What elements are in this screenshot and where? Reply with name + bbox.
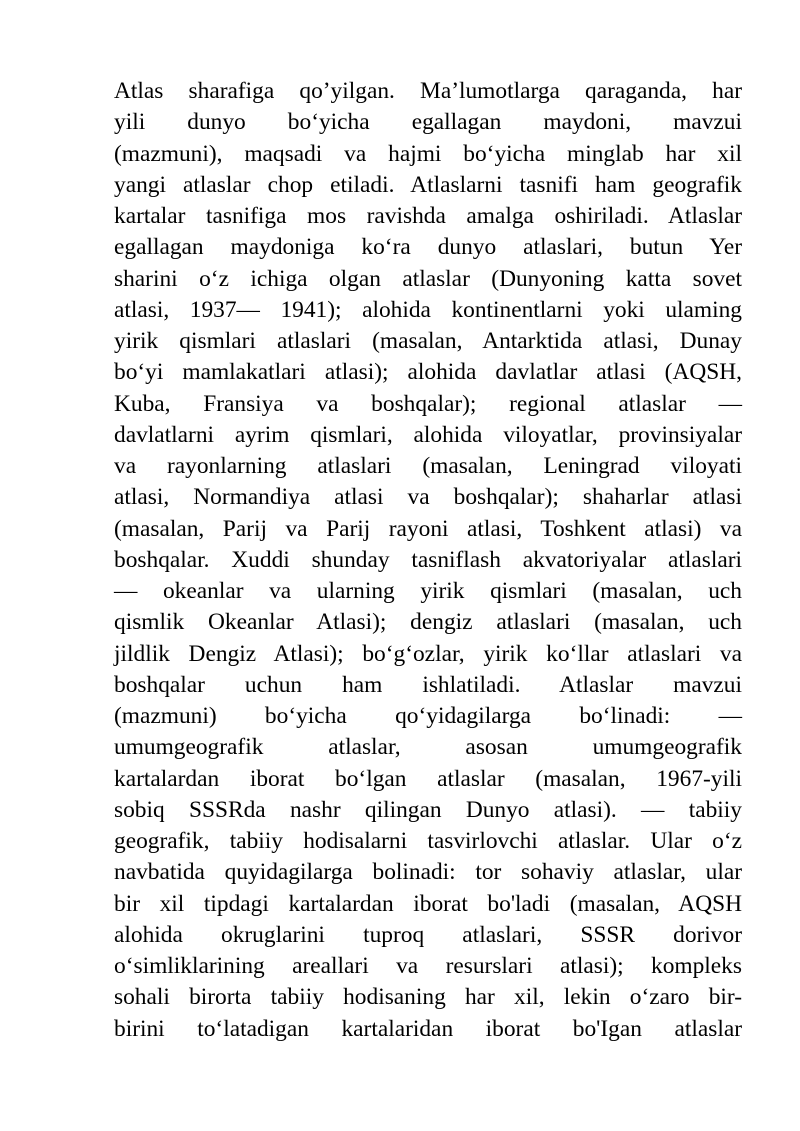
text-line: sharini o‘z ichiga olgan atlaslar (Dunyoning katta sovet: [114, 265, 742, 292]
text-line: egallagan maydoniga ko‘ra dunyo atlaslari, butun Yer: [114, 234, 742, 261]
text-line: yangi atlaslar chop etiladi. Atlaslarni tasnifi ham geografik: [114, 171, 742, 198]
text-line: — okeanlar va ularning yirik qismlari (masalan, uch: [114, 578, 742, 604]
text-line: geografik, tabiiy hodisalarni tasvirlovchi atlaslar. Ular o‘z: [114, 828, 742, 854]
text-line: (mazmuni) bo‘yicha qo‘yidagilarga bo‘linadi: —: [114, 703, 742, 729]
text-line: (mazmuni), maqsadi va hajmi bo‘yicha minglab har xil: [114, 140, 742, 167]
text-line: birini to‘latadigan kartalaridan iborat bo'Igan atlaslar: [114, 1015, 742, 1042]
text-line: yili dunyo bo‘yicha egallagan maydoni, mavzui: [114, 109, 742, 136]
text-line: kartalardan iborat bo‘lgan atlaslar (masalan, 1967-yili: [114, 765, 742, 792]
text-line: Atlas sharafiga qo’yilgan. Ma’lumotlarga qaraganda, har: [114, 78, 742, 104]
text-line: jildlik Dengiz Atlasi); bo‘g‘ozlar, yirik ko‘llar atlaslari va: [114, 640, 742, 667]
text-line: bir xil tipdagi kartalardan iborat bo'ladi (masalan, AQSH: [114, 890, 742, 917]
text-line: alohida okruglarini tuproq atlaslari, SSSR dorivor: [114, 921, 742, 948]
text-line: bo‘yi mamlakatlari atlasi); alohida davlatlar atlasi (AQSH,: [114, 359, 742, 386]
text-line: boshqalar. Xuddi shunday tasniflash akvatoriyalar atlaslari: [114, 546, 742, 573]
text-line: atlasi, 1937— 1941); alohida kontinentlarni yoki ulaming: [114, 296, 742, 323]
text-line: davlatlarni ayrim qismlari, alohida viloyatlar, provinsiyalar: [114, 421, 742, 448]
text-line: umumgeografik atlaslar, asosan umumgeografik: [114, 734, 742, 761]
text-line: va rayonlarning atlaslari (masalan, Leningrad viloyati: [114, 453, 742, 479]
text-line: navbatida quyidagilarga bolinadi: tor sohaviy atlaslar, ular: [114, 859, 742, 886]
text-line: o‘simliklarining areallari va resurslari atlasi); kompleks: [114, 953, 742, 979]
text-line: Kuba, Fransiya va boshqalar); regional atlaslar —: [114, 390, 742, 417]
body-paragraph: [114, 76, 742, 1045]
text-line: qismlik Okeanlar Atlasi); dengiz atlaslari (masalan, uch: [114, 609, 742, 636]
text-line: sobiq SSSRda nashr qilingan Dunyo atlasi). — tabiiy: [114, 796, 742, 823]
text-line: sohali birorta tabiiy hodisaning har xil, lekin o‘zaro bir-: [114, 984, 742, 1011]
text-line: boshqalar uchun ham ishlatiladi. Atlaslar mavzui: [114, 671, 742, 698]
text-line: kartalar tasnifiga mos ravishda amalga oshiriladi. Atlaslar: [114, 203, 742, 229]
text-line: atlasi, Normandiya atlasi va boshqalar); shaharlar atlasi: [114, 484, 742, 511]
text-line: yirik qismlari atlaslari (masalan, Antarktida atlasi, Dunay: [114, 328, 742, 354]
text-line: (masalan, Parij va Parij rayoni atlasi, Toshkent atlasi) va: [114, 515, 742, 542]
